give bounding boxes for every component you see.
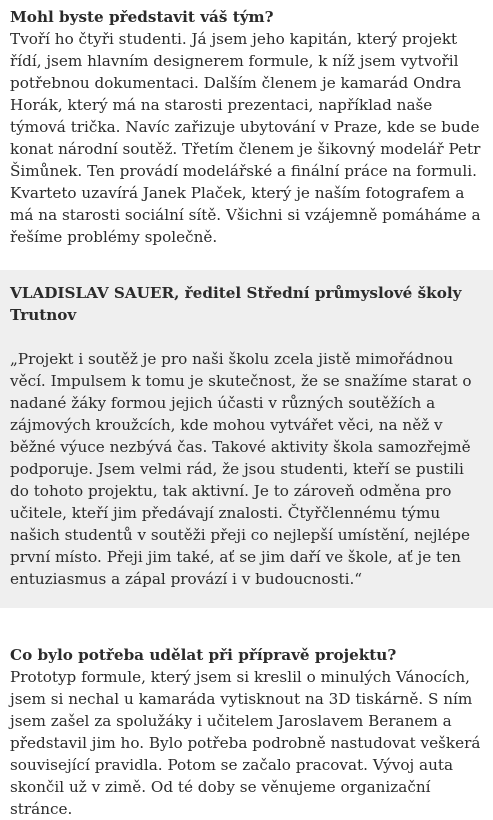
quote-text: „Projekt i soutěž je pro naši školu zcela jistě mimořádnou věcí. Impulsem k tomu je skutečnost, že se snažíme starat o nadané žáky formou jejich účasti v různých soutěžích a zájmových kroužcích, kde mohou vytvářet věci, na něž v běžné výuce nezbývá čas. Takové aktivity škola samozřejmě podporuje. Jsem velmi rád, že jsou studenti, kteří se pustili do tohoto projektu, tak aktivní. Je to zároveň odměna pro učitele, kteří jim předávají znalosti. Čtyřčlennému týmu našich studentů v soutěži přeji co nejlepší umístění, nejlépe první místo. Přeji jim také, ať se jim daří ve škole, ať je ten entuziasmus a zápal provází i v budoucnosti.“ xyxy=(10,350,472,588)
interview-question: Co bylo potřeba udělat při přípravě projektu? xyxy=(10,646,397,664)
interview-section-team xyxy=(0,0,493,248)
quote-author: VLADISLAV SAUER, ředitel Střední průmyslové školy Trutnov xyxy=(10,284,462,324)
quote-box xyxy=(0,270,493,608)
interview-answer: Prototyp formule, který jsem si kreslil o minulých Vánocích, jsem si nechal u kamaráda vytisknout na 3D tiskárně. S ním jsem zašel za spolužáky i učitelem Jaroslavem Beranem a představil jim ho. Bylo potřeba podrobně nastudovat veškerá související pravidla. Potom se začalo pracovat. Vývoj auta skončil už v zimě. Od té doby se věnujeme organizační stránce. xyxy=(10,668,481,818)
interview-question: Mohl byste představit váš tým? xyxy=(10,8,274,26)
interview-section-preparation xyxy=(0,608,493,820)
interview-answer: Tvoří ho čtyři studenti. Já jsem jeho kapitán, který projekt řídí, jsem hlavním designerem formule, k níž jsem vytvořil potřebnou dokumentaci. Dalším členem je kamarád Ondra Horák, který má na starosti prezentaci, například naše týmová trička. Navíc zařizuje ubytování v Praze, kde se bude konat národní soutěž. Třetím členem je šikovný modelář Petr Šimůnek. Ten provádí modelářské a finální práce na formuli. Kvarteto uzavírá Janek Plaček, který je naším fotografem a má na starosti sociální sítě. Všichni si vzájemně pomáháme a řešíme problémy společně. xyxy=(10,30,481,246)
